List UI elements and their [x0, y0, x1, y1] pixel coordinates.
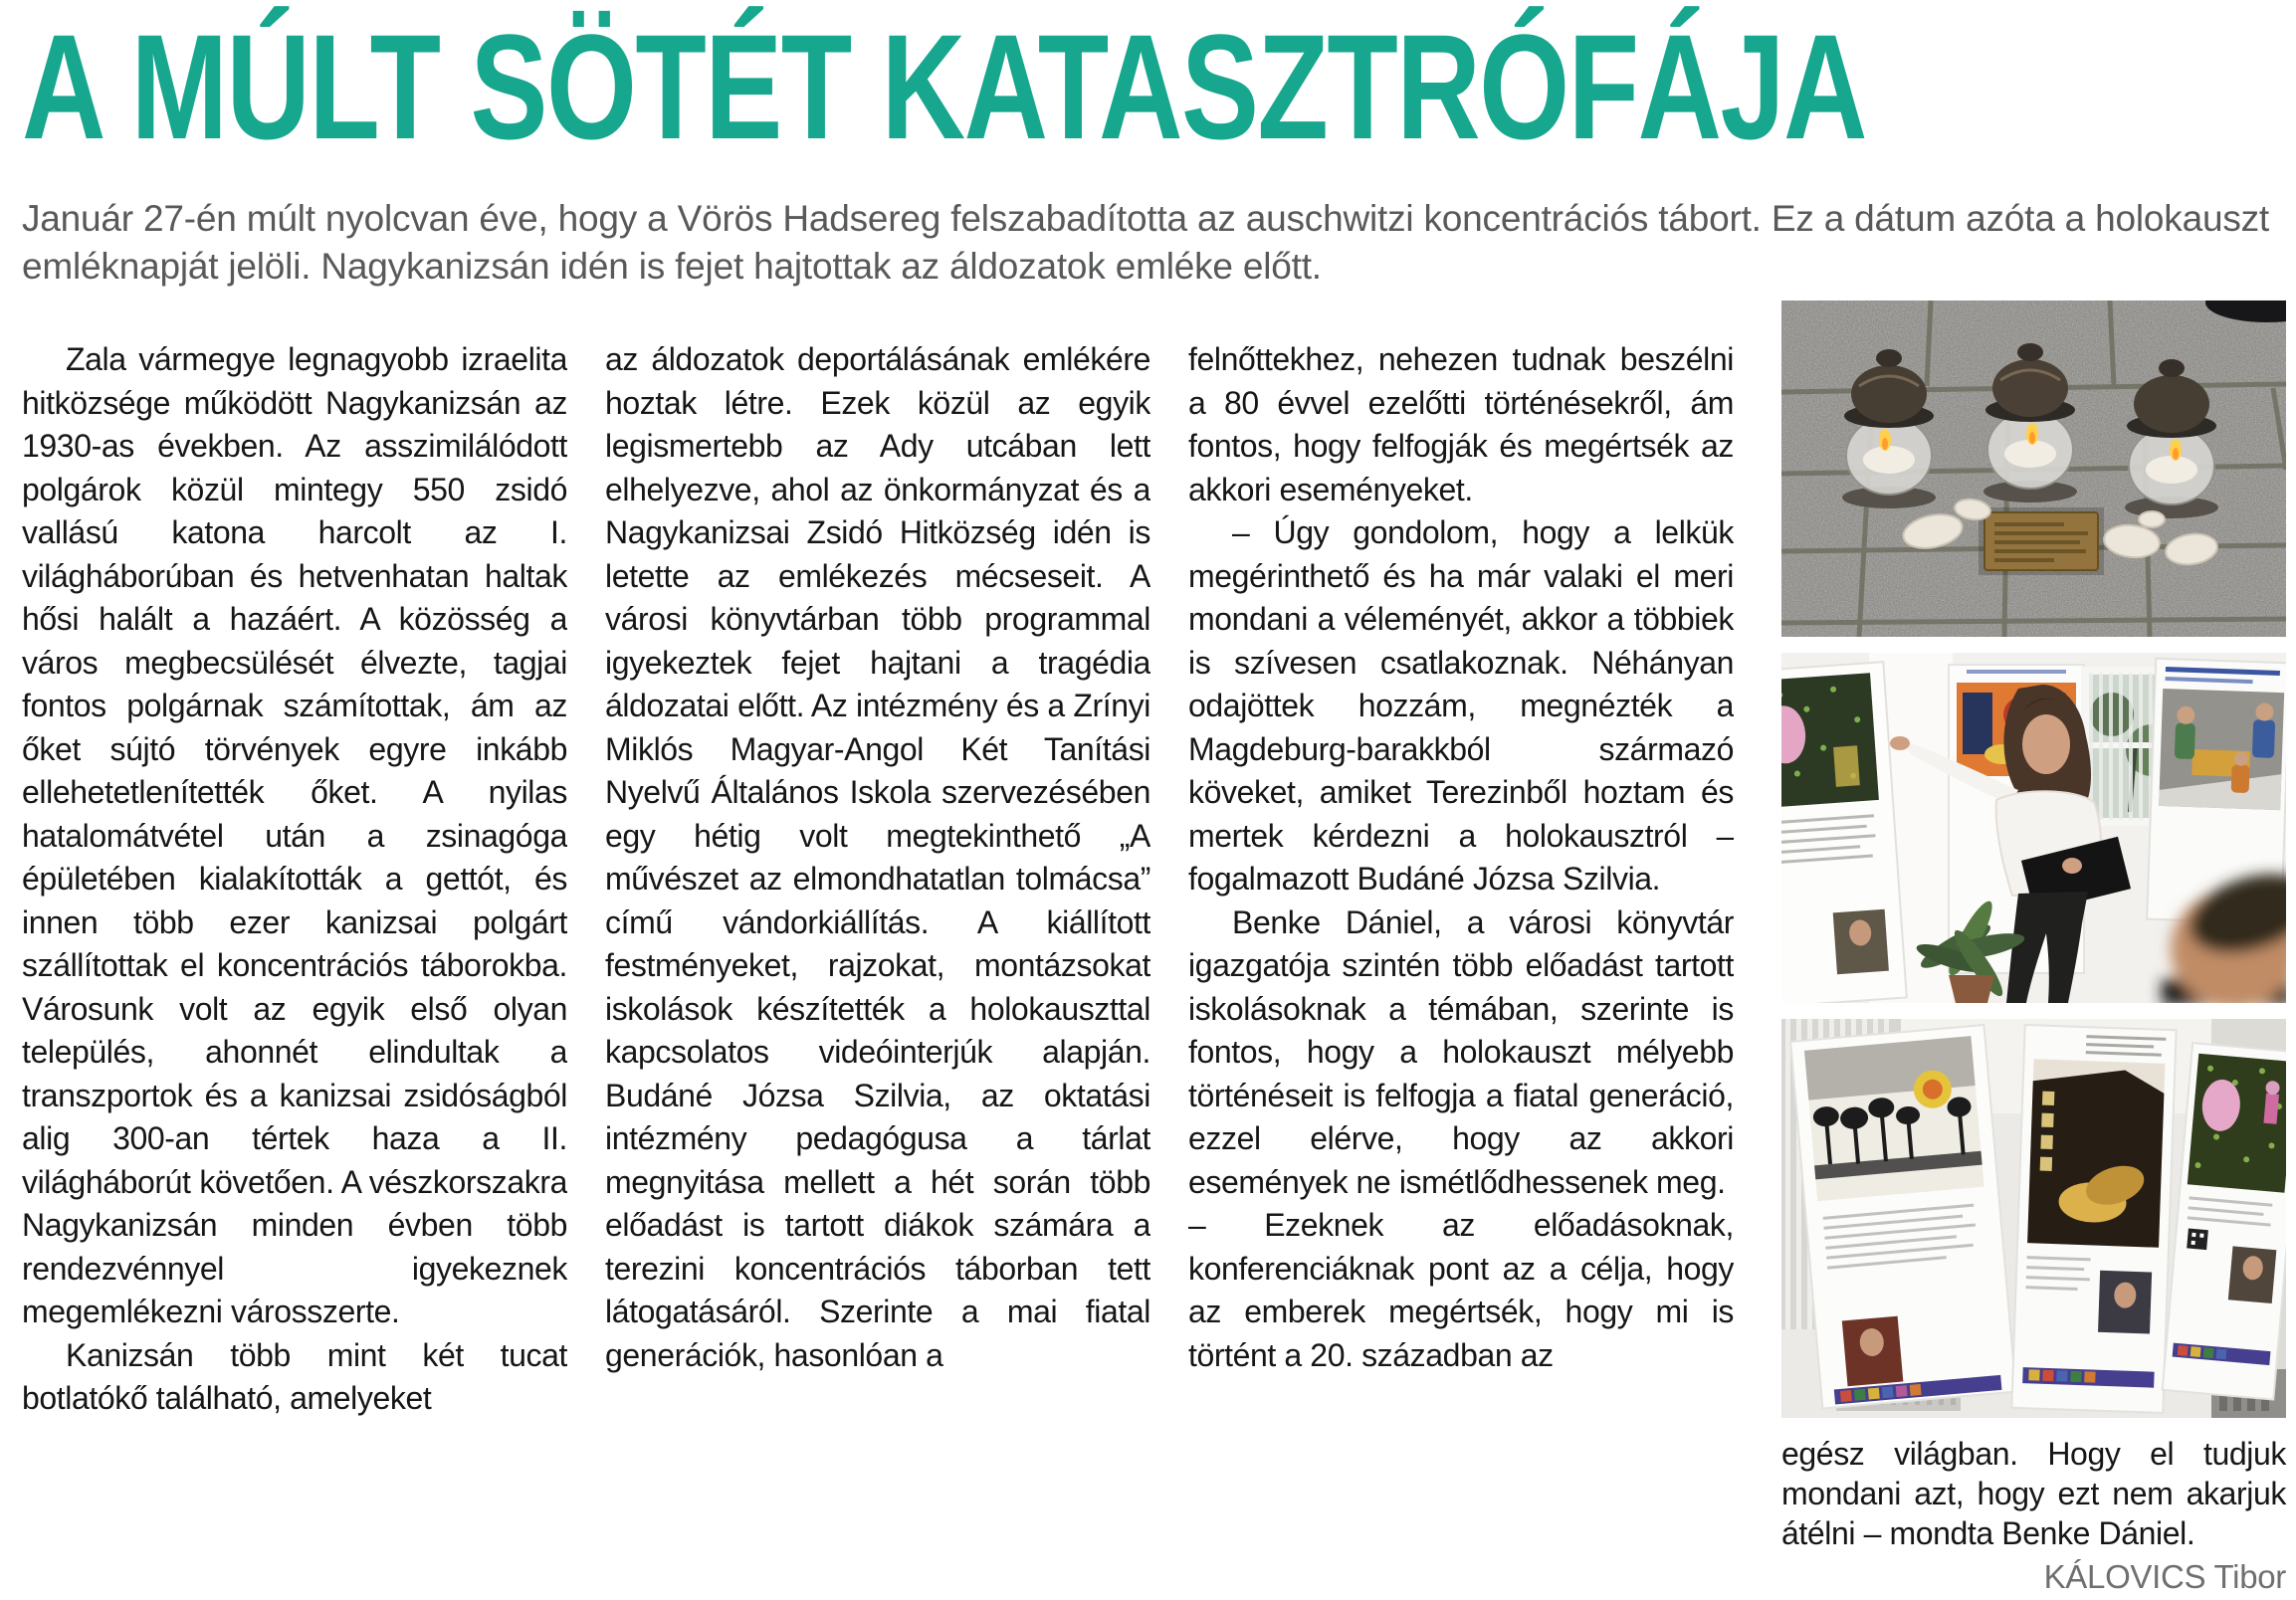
photo-exhibition-panels — [1781, 1019, 2286, 1418]
lead-paragraph: Január 27-én múlt nyolcvan éve, hogy a Vörös Hadsereg felszabadította az auschwitzi koncentrációs tábort. Ez a dátum azóta a holokauszt emléknapját jelöli. Nagykanizsán idén is fejet hajtottak az áldozatok emléke előtt. — [22, 198, 2270, 287]
body-columns — [22, 338, 1734, 1594]
caption-text: egész világban. Hogy el tudjuk mondani azt, hogy ezt nem akarjuk átélni – mondta Benke Dániel. — [1781, 1436, 2286, 1551]
paragraph: Kanizsán több mint két tucat botlatókő található, amelyeket — [22, 1336, 567, 1416]
exhibition-panels-illustration — [1781, 1019, 2286, 1418]
photo-column — [1781, 300, 2286, 1597]
paragraph: az áldozatok deportálásának emlékére hoztak létre. Ezek közül az egyik legismertebb az Ady utcában lett elhelyezve, ahol az önkormányzat és a Nagykanizsai Zsidó Hitközség idén is letette az emlékezés mécseseit. A városi könyvtárban több programmal igyekeztek fejet hajtani a tragédia áldozatai előtt. Az intézmény és a Zrínyi Miklós Magyar-Angol Két Tanítási Nyelvű Általános Iskola szervezésében egy hétig volt megtekinthető „A művészet az elmondhatatlan tolmácsa” című vándorkiállítás. A kiállított festményeket, rajzokat, montázsokat iskolások készítették a holokauszttal kapcsolatos videóinterjúk alapján. Budáné Józsa Szilvia, az oktatási intézmény pedagógusa a tárlat megnyitása mellett a hét során több előadást is tartott diákok számára a terezini koncentrációs táborban tett látogatásáról. Szerinte a mai fiatal generációk, hasonlóan a — [605, 341, 1150, 1373]
body-column-2 — [605, 338, 1150, 1594]
exhibit-panel-hands — [2011, 1025, 2176, 1413]
paragraph: Zala vármegye legnagyobb izraelita hitközsége működött Nagykanizsán az 1930-as években. Az asszimilálódott polgárok közül mintegy 550 zsidó vallású katona harcolt az I. világháborúban és hetvenhatan haltak hősi halált a hazáért. A közösség a város megbecsülését élvezte, tagjai fontos polgárnak számítottak, ám az őket sújtó törvények egyre inkább ellehetetlenítették őket. A nyilas hatalomátvétel után a zsinagóga épületében kialakították a gettót, és innen több ezer kanizsai polgárt szállítottak el koncentrációs táborokba. Városunk volt az egyik első olyan település, ahonnét elindultak a transzportok és a kanizsai zsidóságból alig 300-an tértek haza a II. világháborút követően. A vészkorszakra Nagykanizsán minden évben több rendezvénnyel igyekeznek megemlékezni városszerte. — [22, 341, 567, 1329]
paragraph: – Úgy gondolom, hogy a lelkük megérinthető és ha már valaki el meri mondani a véleményét, akkor a többiek is szívesen csatlakoznak. Néhányan odajöttek hozzám, megnézték a Magdeburg-barakkból származó köveket, amiket Terezinből hoztam és mertek kérdezni a holokausztról – fogalmazott Budáné Józsa Szilvia. — [1188, 514, 1734, 897]
exhibition-guide-illustration — [1781, 653, 2286, 1003]
photo-exhibition-guide — [1781, 653, 2286, 1003]
body-column-3 — [1188, 338, 1734, 1594]
byline: KÁLOVICS Tibor — [2043, 1558, 2286, 1595]
paragraph: felnőttekhez, nehezen tudnak beszélni a 80 évvel ezelőtti történésekről, ám fontos, hogy felfogják és megértsék az akkori eseményeket. — [1188, 341, 1734, 507]
photo-memorial-candles — [1781, 300, 2286, 637]
stumbling-stone-plaque — [1979, 507, 2104, 575]
paragraph: Benke Dániel, a városi könyvtár igazgatója szintén több előadást tartott iskolásoknak a témában, szerinte is fontos, hogy a holokauszt mélyebb történéseit is felfogja a fiatal generáció, ezzel elérve, hogy az akkori események ne ismétlődhessenek meg. — [1188, 903, 1734, 1200]
paragraph: – Ezeknek az előadásoknak, konferenciáknak pont az a célja, hogy az emberek megértsék, hogy mi is történt a 20. században az — [1188, 1207, 1734, 1373]
memorial-candles-illustration — [1781, 300, 2286, 637]
headline: A MÚLT SÖTÉT KATASZTRÓFÁJA — [22, 3, 1866, 170]
exhibit-panel-trees — [1790, 1025, 2016, 1409]
body-column-1 — [22, 338, 567, 1594]
